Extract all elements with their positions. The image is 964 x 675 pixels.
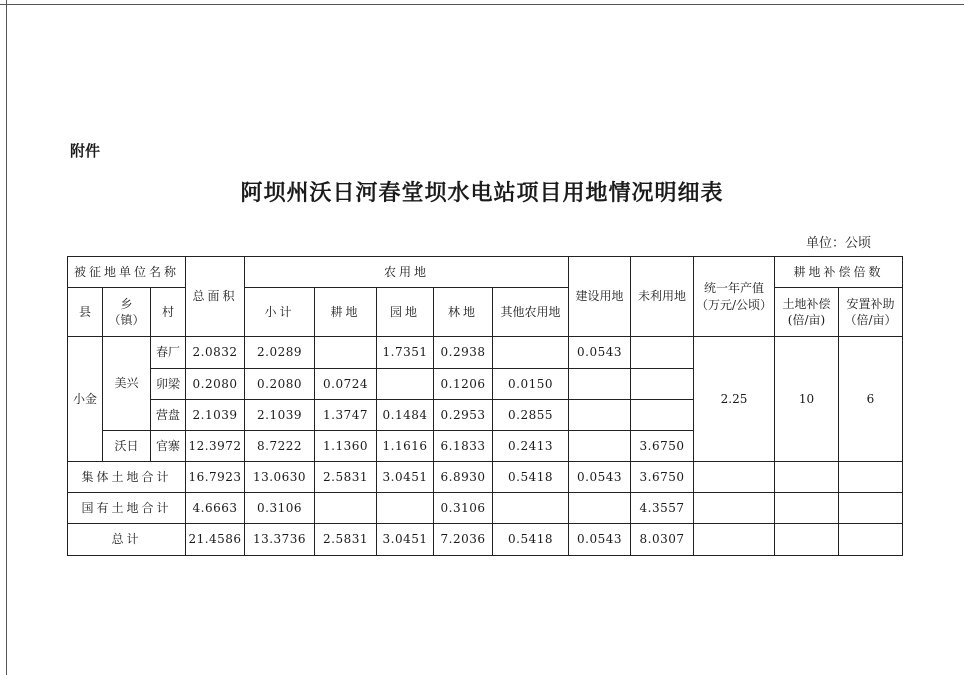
forest-cell: 6.8930 (434, 462, 493, 493)
header-output-value-line1: 统一年产值 (703, 281, 764, 296)
garden-cell: 1.7351 (377, 337, 434, 369)
construction-cell: 0.0543 (569, 524, 631, 556)
summary-row (68, 524, 903, 556)
header-garden: 园地 (377, 288, 434, 337)
cultivated-cell: 2.5831 (315, 462, 377, 493)
unused-cell: 4.3557 (631, 493, 694, 524)
garden-cell: 0.1484 (377, 400, 434, 431)
header-output-value (694, 257, 775, 337)
cultivated-cell (315, 337, 377, 369)
cultivated-cell: 1.3747 (315, 400, 377, 431)
construction-cell (569, 493, 631, 524)
subtotal-cell: 0.2080 (245, 369, 315, 400)
subtotal-cell: 13.0630 (245, 462, 315, 493)
cultivated-cell: 0.0724 (315, 369, 377, 400)
empty-cell (839, 493, 903, 524)
header-subtotal: 小计 (245, 288, 315, 337)
header-forest: 林地 (434, 288, 493, 337)
header-resettle (839, 288, 903, 337)
village-cell: 营盘 (151, 400, 186, 431)
header-resettle-line1: 安置补助 (846, 296, 895, 311)
total-cell: 2.1039 (186, 400, 245, 431)
other-agri-cell: 0.5418 (493, 462, 569, 493)
summary-row (68, 462, 903, 493)
garden-cell (377, 369, 434, 400)
table-row (68, 337, 903, 369)
garden-cell (377, 493, 434, 524)
subtotal-cell: 8.7222 (245, 431, 315, 462)
empty-cell (694, 524, 775, 556)
empty-cell (775, 462, 839, 493)
output-value-cell: 2.25 (694, 337, 775, 462)
village-cell: 春厂 (151, 337, 186, 369)
unused-cell: 3.6750 (631, 431, 694, 462)
forest-cell: 0.1206 (434, 369, 493, 400)
header-county: 县 (68, 288, 103, 337)
garden-cell: 3.0451 (377, 524, 434, 556)
land-use-table (67, 256, 903, 556)
header-total-area: 总面积 (186, 257, 245, 337)
village-cell: 卯梁 (151, 369, 186, 400)
total-cell: 2.0832 (186, 337, 245, 369)
summary-row (68, 493, 903, 524)
construction-cell: 0.0543 (569, 462, 631, 493)
total-cell: 12.3972 (186, 431, 245, 462)
header-construction: 建设用地 (569, 257, 631, 337)
garden-cell: 1.1616 (377, 431, 434, 462)
unused-cell (631, 337, 694, 369)
county-cell: 小金 (68, 337, 103, 462)
header-cultivated: 耕地 (315, 288, 377, 337)
other-agri-cell (493, 493, 569, 524)
empty-cell (694, 493, 775, 524)
header-township (103, 288, 151, 337)
header-other-agri: 其他农用地 (493, 288, 569, 337)
total-cell: 16.7923 (186, 462, 245, 493)
cultivated-cell: 1.1360 (315, 431, 377, 462)
other-agri-cell (493, 337, 569, 369)
header-land-comp-line2: (倍/亩) (787, 313, 826, 327)
forest-cell: 7.2036 (434, 524, 493, 556)
garden-cell: 3.0451 (377, 462, 434, 493)
empty-cell (775, 524, 839, 556)
construction-cell (569, 400, 631, 431)
scan-edge-left (6, 0, 7, 675)
subtotal-cell: 13.3736 (245, 524, 315, 556)
subtotal-cell: 0.3106 (245, 493, 315, 524)
header-unit-name: 被征地单位名称 (68, 257, 186, 288)
total-cell: 4.6663 (186, 493, 245, 524)
header-land-comp (775, 288, 839, 337)
village-cell: 官寨 (151, 431, 186, 462)
construction-cell (569, 369, 631, 400)
township-cell: 美兴 (103, 337, 151, 431)
land-comp-cell: 10 (775, 337, 839, 462)
header-resettle-line2: （倍/亩） (844, 313, 897, 327)
header-township-line1: 乡 (120, 296, 133, 311)
other-agri-cell: 0.2413 (493, 431, 569, 462)
subtotal-cell: 2.0289 (245, 337, 315, 369)
header-row-1 (68, 257, 903, 288)
summary-label: 总计 (68, 524, 186, 556)
header-land-comp-line1: 土地补偿 (782, 296, 831, 311)
other-agri-cell: 0.2855 (493, 400, 569, 431)
other-agri-cell: 0.5418 (493, 524, 569, 556)
forest-cell: 0.2938 (434, 337, 493, 369)
empty-cell (839, 524, 903, 556)
empty-cell (694, 462, 775, 493)
scan-edge-top (0, 4, 964, 5)
forest-cell: 0.2953 (434, 400, 493, 431)
header-compensation-multiple: 耕地补偿倍数 (775, 257, 903, 288)
header-output-value-line2: （万元/公顷） (695, 297, 773, 312)
attachment-label: 附件 (70, 142, 101, 160)
unused-cell (631, 369, 694, 400)
subtotal-cell: 2.1039 (245, 400, 315, 431)
township-cell: 沃日 (103, 431, 151, 462)
forest-cell: 6.1833 (434, 431, 493, 462)
header-township-line2: （镇） (108, 313, 145, 327)
unused-cell: 8.0307 (631, 524, 694, 556)
summary-label: 集体土地合计 (68, 462, 186, 493)
unused-cell: 3.6750 (631, 462, 694, 493)
construction-cell (569, 431, 631, 462)
cultivated-cell (315, 493, 377, 524)
unit-label: 单位：公顷 (806, 236, 872, 251)
header-village: 村 (151, 288, 186, 337)
other-agri-cell: 0.0150 (493, 369, 569, 400)
document-title: 阿坝州沃日河春堂坝水电站项目用地情况明细表 (240, 180, 724, 206)
unused-cell (631, 400, 694, 431)
header-unused: 未利用地 (631, 257, 694, 337)
cultivated-cell: 2.5831 (315, 524, 377, 556)
header-agri-land: 农用地 (245, 257, 569, 288)
construction-cell: 0.0543 (569, 337, 631, 369)
total-cell: 21.4586 (186, 524, 245, 556)
total-cell: 0.2080 (186, 369, 245, 400)
summary-label: 国有土地合计 (68, 493, 186, 524)
resettle-cell: 6 (839, 337, 903, 462)
empty-cell (839, 462, 903, 493)
forest-cell: 0.3106 (434, 493, 493, 524)
empty-cell (775, 493, 839, 524)
